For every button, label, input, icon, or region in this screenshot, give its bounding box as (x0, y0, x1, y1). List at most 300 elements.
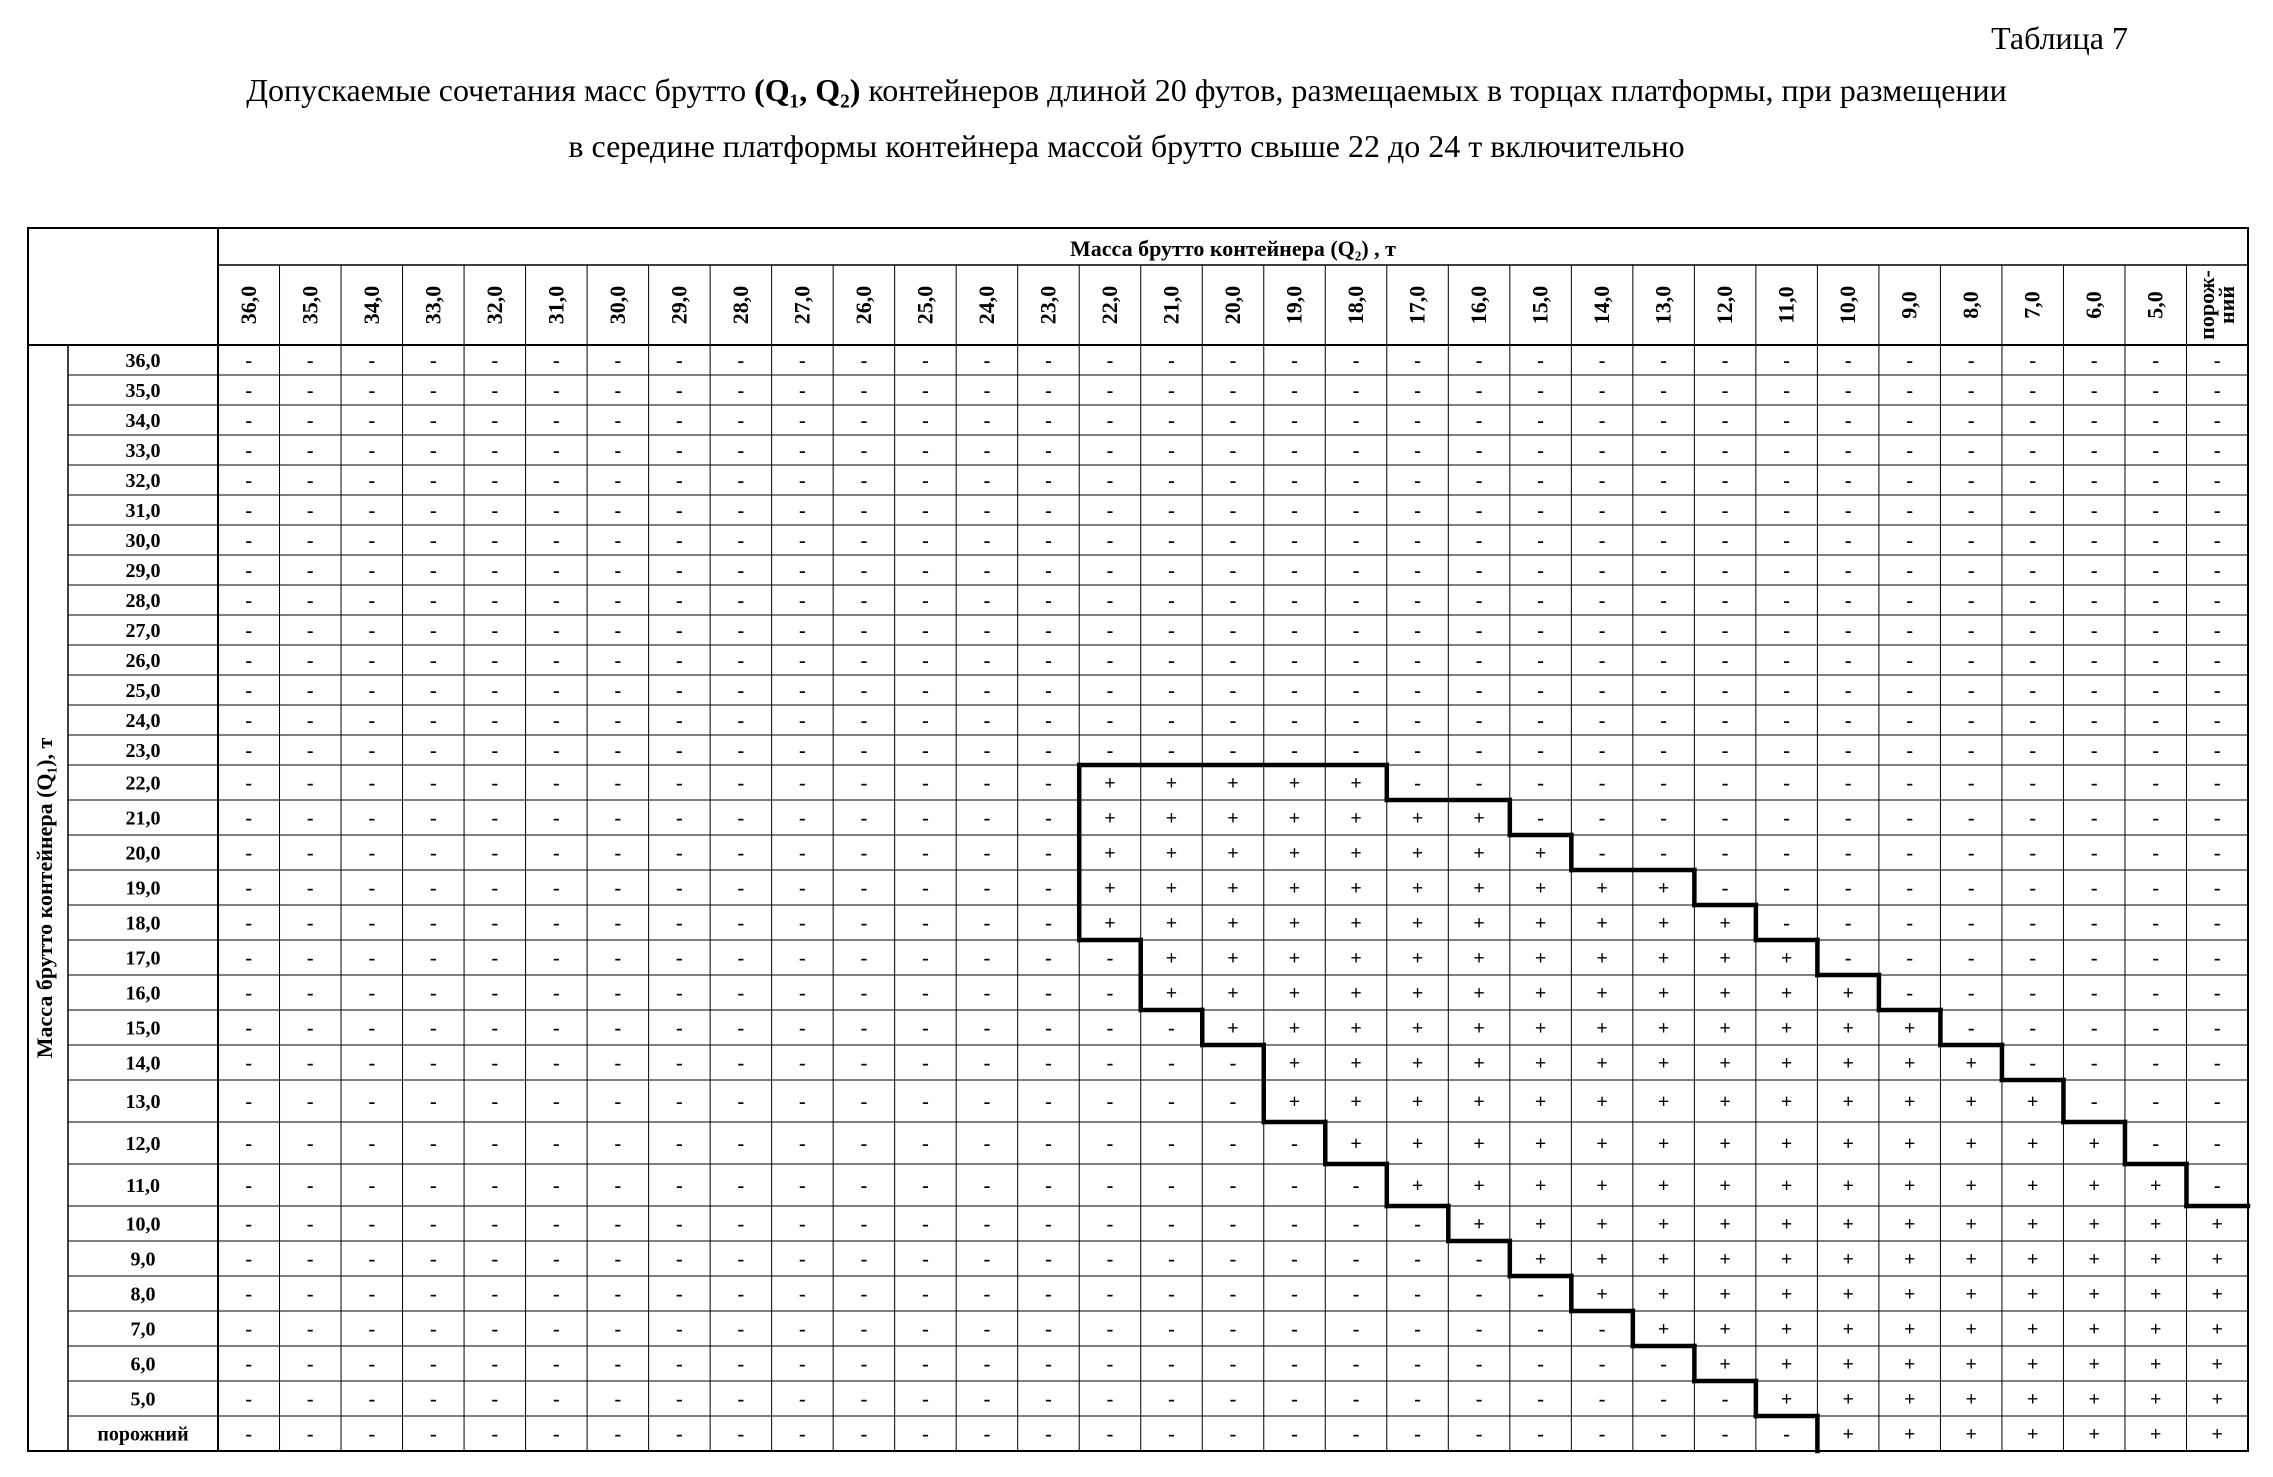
table-cell: - (245, 1213, 253, 1236)
table-cell: - (676, 947, 683, 970)
table-cell: - (737, 1423, 745, 1446)
table-cell: - (1414, 470, 1421, 492)
table-cell: - (491, 842, 499, 865)
table-cell: - (1045, 877, 1052, 900)
table-cell: - (983, 1052, 991, 1075)
table-cell: - (614, 1017, 622, 1040)
table-cell: + (1411, 1052, 1424, 1075)
table-cell: + (1165, 807, 1178, 830)
table-cell: - (922, 440, 929, 462)
table-cell: - (306, 1353, 314, 1376)
table-cell: - (1783, 740, 1790, 762)
table-cell: - (306, 1175, 314, 1197)
table-cell: + (1780, 982, 1793, 1005)
table-cell: - (1537, 1283, 1544, 1306)
table-cell: - (1045, 1091, 1052, 1113)
table-cell: - (1598, 350, 1606, 372)
table-cell: - (922, 1091, 929, 1113)
table-cell: - (1660, 440, 1667, 462)
row-label-7: 29,0 (125, 560, 161, 582)
table-cell: - (245, 1388, 253, 1411)
table-cell: - (799, 1133, 806, 1155)
table-cell: - (983, 650, 991, 672)
table-cell: + (1719, 1133, 1731, 1155)
table-cell: - (614, 470, 622, 492)
table-cell: - (1414, 1318, 1421, 1341)
table-cell: + (1473, 1052, 1485, 1075)
table-cell: - (614, 877, 622, 900)
table-cell: - (1106, 530, 1114, 552)
table-cell: - (2152, 680, 2160, 702)
table-cell: - (491, 1353, 499, 1376)
table-cell: - (2029, 500, 2037, 522)
table-cell: - (614, 807, 622, 830)
table-cell: - (860, 530, 868, 552)
table-cell: - (1906, 470, 1914, 492)
table-cell: - (1168, 1052, 1175, 1075)
table-cell: - (306, 1052, 314, 1075)
table-cell: - (922, 772, 929, 795)
table-cell: - (1967, 710, 1975, 732)
table-cell: - (1414, 380, 1421, 402)
table-cell: + (1842, 1052, 1854, 1075)
table-cell: - (2029, 1017, 2037, 1040)
table-cell: - (1906, 560, 1914, 582)
table-cell: - (1660, 842, 1667, 865)
table-cell: + (2088, 1283, 2100, 1306)
table-cell: - (429, 772, 437, 795)
table-cell: - (429, 680, 437, 702)
table-cell: - (1906, 380, 1914, 402)
table-cell: - (737, 1175, 745, 1197)
table-cell: - (1414, 650, 1421, 672)
table-cell: - (1352, 1175, 1360, 1197)
table-cell: - (245, 1133, 253, 1155)
table-cell: - (1045, 530, 1052, 552)
table-cell: + (1903, 1248, 1916, 1271)
table-cell: - (922, 590, 929, 612)
table-cell: + (1350, 1133, 1362, 1155)
table-cell: + (1534, 1133, 1547, 1155)
table-cell: - (1783, 877, 1790, 900)
table-cell: + (1104, 912, 1116, 935)
table-cell: - (799, 380, 806, 402)
table-cell: - (552, 1318, 560, 1341)
table-cell: + (1534, 1017, 1547, 1040)
table-cell: - (306, 710, 314, 732)
table-cell: - (1660, 680, 1667, 702)
table-cell: - (799, 590, 806, 612)
table-cell: - (1414, 740, 1421, 762)
table-cell: - (1352, 680, 1360, 702)
table-cell: - (368, 1388, 376, 1411)
table-cell: - (860, 1091, 868, 1113)
table-cell: - (245, 440, 253, 462)
table-cell: - (1537, 1353, 1544, 1376)
table-cell: - (676, 877, 683, 900)
table-cell: - (1291, 500, 1298, 522)
table-cell: - (368, 912, 376, 935)
table-cell: + (1596, 1091, 1608, 1113)
table-cell: - (922, 1017, 929, 1040)
table-cell: - (1721, 807, 1729, 830)
table-cell: - (2090, 842, 2098, 865)
column-label-31: 5,0 (2142, 291, 2168, 319)
table-cell: - (1106, 1318, 1114, 1341)
table-cell: - (1660, 772, 1667, 795)
table-cell: - (799, 1017, 806, 1040)
table-cell: - (922, 1423, 929, 1446)
row-label-29: 7,0 (130, 1318, 156, 1341)
table-cell: + (1596, 1283, 1608, 1306)
table-cell: - (552, 1388, 560, 1411)
table-cell: + (1780, 1017, 1793, 1040)
table-cell: + (1719, 1175, 1731, 1197)
table-cell: - (860, 1353, 868, 1376)
column-label-25: 11,0 (1773, 286, 1799, 324)
table-cell: - (491, 710, 499, 732)
table-cell: + (1288, 877, 1301, 900)
row-label-13: 23,0 (125, 740, 161, 762)
table-cell: + (1104, 807, 1116, 830)
table-cell: - (2213, 877, 2221, 900)
table-cell: - (1291, 350, 1298, 372)
table-cell: - (676, 1423, 683, 1446)
table-cell: + (1350, 1091, 1362, 1113)
table-cell: - (2152, 740, 2160, 762)
table-cell: - (1106, 1423, 1114, 1446)
table-cell: + (2211, 1213, 2223, 1236)
column-label-21: 15,0 (1527, 285, 1553, 325)
table-cell: - (737, 680, 745, 702)
table-cell: - (860, 807, 868, 830)
table-cell: + (1288, 1091, 1301, 1113)
table-cell: + (1534, 877, 1547, 900)
table-cell: - (1721, 1388, 1729, 1411)
table-cell: + (1903, 1017, 1916, 1040)
table-cell: - (799, 912, 806, 935)
table-cell: - (1291, 1175, 1298, 1197)
table-cell: - (552, 1353, 560, 1376)
table-cell: - (860, 560, 868, 582)
table-cell: - (2152, 350, 2160, 372)
table-cell: - (2213, 807, 2221, 830)
table-cell: - (737, 1017, 745, 1040)
table-cell: - (676, 912, 683, 935)
table-cell: - (1352, 1423, 1360, 1446)
table-cell: + (1596, 912, 1608, 935)
table-cell: - (983, 1133, 991, 1155)
table-cell: - (552, 440, 560, 462)
table-cell: - (1045, 1175, 1052, 1197)
table-cell: - (429, 350, 437, 372)
table-cell: + (1903, 1353, 1916, 1376)
table-cell: - (1291, 650, 1298, 672)
row-label-16: 20,0 (125, 842, 161, 865)
table-cell: - (1475, 1353, 1483, 1376)
table-cell: - (2090, 380, 2098, 402)
table-cell: + (1780, 1052, 1793, 1075)
table-cell: - (1291, 1248, 1298, 1271)
table-cell: - (491, 1423, 499, 1446)
table-cell: - (737, 842, 745, 865)
table-cell: - (1414, 680, 1421, 702)
table-cell: + (1165, 772, 1178, 795)
table-cell: + (1903, 1213, 1916, 1236)
table-cell: - (983, 560, 991, 582)
table-cell: - (1229, 1423, 1237, 1446)
table-cell: + (2150, 1283, 2162, 1306)
column-label-22: 14,0 (1589, 285, 1615, 325)
table-cell: - (1598, 772, 1606, 795)
table-cell: - (1660, 530, 1667, 552)
table-cell: - (245, 380, 253, 402)
table-cell: - (2213, 982, 2221, 1005)
table-cell: - (245, 590, 253, 612)
table-cell: - (1045, 947, 1052, 970)
table-cell: - (1045, 1017, 1052, 1040)
table-cell: - (1967, 877, 1975, 900)
table-cell: - (1045, 1318, 1052, 1341)
row-label-32: порожний (97, 1423, 189, 1446)
column-label-10: 26,0 (850, 285, 876, 325)
table-cell: - (860, 710, 868, 732)
table-cell: - (1537, 807, 1544, 830)
table-cell: - (614, 1133, 622, 1155)
table-cell: - (2213, 590, 2221, 612)
table-cell: - (676, 1133, 683, 1155)
table-cell: - (1906, 350, 1914, 372)
table-cell: - (1106, 1248, 1114, 1271)
table-cell: + (2211, 1283, 2223, 1306)
table-cell: - (1721, 680, 1729, 702)
column-label-11: 25,0 (912, 285, 938, 325)
table-cell: - (614, 380, 622, 402)
table-cell: - (1660, 560, 1667, 582)
table-cell: - (245, 680, 253, 702)
table-cell: - (1598, 1353, 1606, 1376)
table-cell: - (1783, 470, 1790, 492)
table-cell: - (245, 470, 253, 492)
table-cell: - (1598, 380, 1606, 402)
table-cell: - (1045, 807, 1052, 830)
table-cell: + (1657, 1283, 1670, 1306)
table-cell: - (2029, 1052, 2037, 1075)
row-group-header: Масса брутто контейнера (Q₁), т (32, 737, 57, 1059)
table-cell: - (491, 1283, 499, 1306)
table-cell: - (799, 740, 806, 762)
column-label-30: 6,0 (2081, 291, 2107, 319)
table-cell: - (2029, 440, 2037, 462)
table-cell: - (1906, 877, 1914, 900)
table-cell: - (552, 560, 560, 582)
table-cell: - (737, 877, 745, 900)
table-cell: - (860, 740, 868, 762)
table-cell: + (1657, 1175, 1670, 1197)
table-cell: - (1045, 1133, 1052, 1155)
table-cell: + (1473, 877, 1485, 900)
table-cell: - (1967, 1017, 1975, 1040)
table-cell: - (614, 530, 622, 552)
table-cell: + (2026, 1248, 2039, 1271)
table-cell: + (2150, 1423, 2162, 1446)
table-cell: - (1229, 530, 1237, 552)
table-cell: - (1967, 380, 1975, 402)
row-label-11: 25,0 (125, 680, 161, 702)
table-cell: - (491, 590, 499, 612)
table-cell: - (983, 772, 991, 795)
table-cell: - (1229, 1175, 1237, 1197)
table-cell: - (1967, 590, 1975, 612)
table-cell: - (614, 842, 622, 865)
table-cell: - (2029, 807, 2037, 830)
column-label-26: 10,0 (1835, 285, 1861, 325)
table-cell: - (799, 1423, 806, 1446)
table-cell: - (737, 590, 745, 612)
table-cell: - (2029, 772, 2037, 795)
table-cell: - (306, 912, 314, 935)
table-cell: - (922, 680, 929, 702)
table-cell: - (368, 500, 376, 522)
column-label-6: 30,0 (604, 285, 630, 325)
table-cell: - (1045, 1283, 1052, 1306)
table-cell: - (429, 1423, 437, 1446)
table-cell: - (1660, 470, 1667, 492)
table-cell: + (1350, 1052, 1362, 1075)
table-cell: - (2213, 470, 2221, 492)
table-cell: + (2026, 1175, 2039, 1197)
table-cell: - (429, 530, 437, 552)
table-cell: - (1414, 1388, 1421, 1411)
table-cell: - (1537, 590, 1544, 612)
table-cell: - (614, 620, 622, 642)
table-cell: - (2090, 560, 2098, 582)
table-cell: + (1903, 1423, 1916, 1446)
table-cell: - (1229, 620, 1237, 642)
table-cell: - (799, 1091, 806, 1113)
table-cell: - (491, 1133, 499, 1155)
table-cell: - (1475, 1388, 1483, 1411)
table-cell: - (1906, 982, 1914, 1005)
column-label-2: 34,0 (358, 285, 384, 325)
table-cell: - (2090, 807, 2098, 830)
table-cell: - (1537, 650, 1544, 672)
table-cell: + (1596, 1213, 1608, 1236)
table-cell: + (1411, 982, 1424, 1005)
table-cell: + (1719, 1091, 1731, 1113)
table-cell: - (1352, 350, 1360, 372)
table-cell: - (922, 1318, 929, 1341)
table-cell: - (1721, 650, 1729, 672)
table-cell: - (429, 1353, 437, 1376)
table-cell: - (1783, 530, 1790, 552)
table-cell: - (552, 1052, 560, 1075)
table-cell: + (1657, 1091, 1670, 1113)
table-cell: - (1352, 590, 1360, 612)
table-cell: - (922, 1353, 929, 1376)
column-label-28: 8,0 (1958, 291, 1984, 319)
table-cell: - (1660, 807, 1667, 830)
table-cell: - (799, 807, 806, 830)
table-cell: + (1411, 912, 1424, 935)
table-cell: - (306, 530, 314, 552)
table-cell: - (1844, 710, 1852, 732)
table-cell: - (306, 982, 314, 1005)
table-cell: - (2213, 410, 2221, 432)
table-cell: - (429, 1091, 437, 1113)
table-cell: - (1537, 410, 1544, 432)
table-cell: - (368, 1133, 376, 1155)
table-cell: - (860, 912, 868, 935)
table-cell: + (1473, 982, 1485, 1005)
table-cell: - (860, 1318, 868, 1341)
table-cell: + (1534, 1052, 1547, 1075)
table-cell: - (368, 380, 376, 402)
table-cell: - (1721, 620, 1729, 642)
table-cell: - (737, 710, 745, 732)
table-cell: - (552, 740, 560, 762)
table-cell: - (2213, 560, 2221, 582)
table-cell: - (1291, 740, 1298, 762)
table-cell: + (2088, 1213, 2100, 1236)
table-cell: + (1534, 1213, 1547, 1236)
table-cell: - (1352, 1388, 1360, 1411)
table-cell: - (983, 982, 991, 1005)
table-cell: - (922, 500, 929, 522)
table-cell: - (552, 380, 560, 402)
table-cell: + (1473, 1017, 1485, 1040)
table-cell: + (1903, 1133, 1916, 1155)
column-label-3: 33,0 (420, 285, 446, 325)
table-cell: + (1842, 1318, 1854, 1341)
table-cell: + (1842, 1353, 1854, 1376)
table-cell: + (1903, 1318, 1916, 1341)
column-label-0: 36,0 (235, 285, 261, 325)
table-cell: - (1106, 680, 1114, 702)
table-cell: - (429, 650, 437, 672)
table-cell: - (491, 380, 499, 402)
table-cell: + (2088, 1248, 2100, 1271)
column-label-8: 28,0 (727, 285, 753, 325)
table-cell: - (368, 620, 376, 642)
table-cell: + (1842, 1283, 1854, 1306)
table-cell: - (1537, 680, 1544, 702)
table-cell: + (1104, 772, 1116, 795)
table-cell: - (1229, 470, 1237, 492)
table-cell: + (1657, 1213, 1670, 1236)
table-cell: - (306, 1318, 314, 1341)
table-cell: - (860, 650, 868, 672)
table-cell: - (1291, 410, 1298, 432)
table-cell: - (368, 1175, 376, 1197)
table-cell: - (1783, 680, 1790, 702)
table-cell: - (922, 1283, 929, 1306)
table-cell: + (1288, 1017, 1301, 1040)
table-cell: - (245, 1017, 253, 1040)
table-cell: + (1227, 912, 1239, 935)
table-cell: + (1596, 1017, 1608, 1040)
table-cell: - (860, 1133, 868, 1155)
table-cell: - (245, 982, 253, 1005)
table-cell: - (491, 772, 499, 795)
table-cell: - (429, 470, 437, 492)
table-cell: - (2213, 650, 2221, 672)
table-cell: - (2152, 947, 2160, 970)
table-cell: - (429, 1133, 437, 1155)
table-cell: - (1045, 982, 1052, 1005)
table-cell: - (368, 877, 376, 900)
table-cell: - (983, 710, 991, 732)
